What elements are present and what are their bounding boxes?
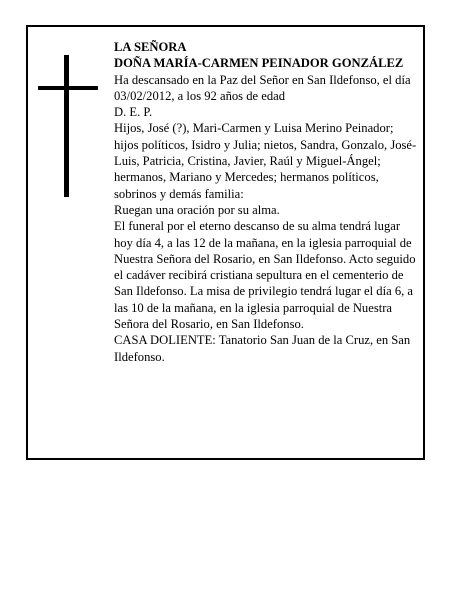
- prayer-request: Ruegan una oración por su alma.: [114, 202, 280, 217]
- cross-horizontal-bar: [38, 86, 98, 90]
- cross-vertical-bar: [64, 55, 69, 197]
- obituary-text: [114, 39, 420, 365]
- cross-icon: [38, 55, 98, 197]
- funeral-details: El funeral por el eterno descanso de su alma tendrá lugar hoy día 4, a las 12 de la mañana, en la iglesia parroquial de Nuestra Señora del Rosario, en San Ildefonso. Acto seguido el cadáver recibirá cristiana sepultura en el cementerio de San Ildefonso. La misa de privilegio tendrá lugar el día 6, a las 10 de la mañana, en la iglesia parroquial de Nuestra Señora del Rosario, en San Ildefonso.: [114, 219, 416, 332]
- mourning-house: CASA DOLIENTE: Tanatorio San Juan de la Cruz, en San Ildefonso.: [114, 333, 411, 364]
- rest-notice: Ha descansado en la Paz del Señor en San Ildefonso, el día 03/02/2012, a los 92 años de edad: [114, 72, 411, 103]
- family-list: Hijos, José (?), Mari-Carmen y Luisa Merino Peinador; hijos políticos, Isidro y Julia; nietos, Sandra, Gonzalo, José-Luis, Patricia, Cristina, Javier, Raúl y Miguel-Ángel; hermanos, Mariano y Mercedes; hermanos políticos, sobrinos y demás familia:: [114, 121, 417, 201]
- dep-line: D. E. P.: [114, 105, 153, 120]
- title-line: LA SEÑORA: [114, 40, 187, 54]
- deceased-name: DOÑA MARÍA-CARMEN PEINADOR GONZÁLEZ: [114, 56, 404, 71]
